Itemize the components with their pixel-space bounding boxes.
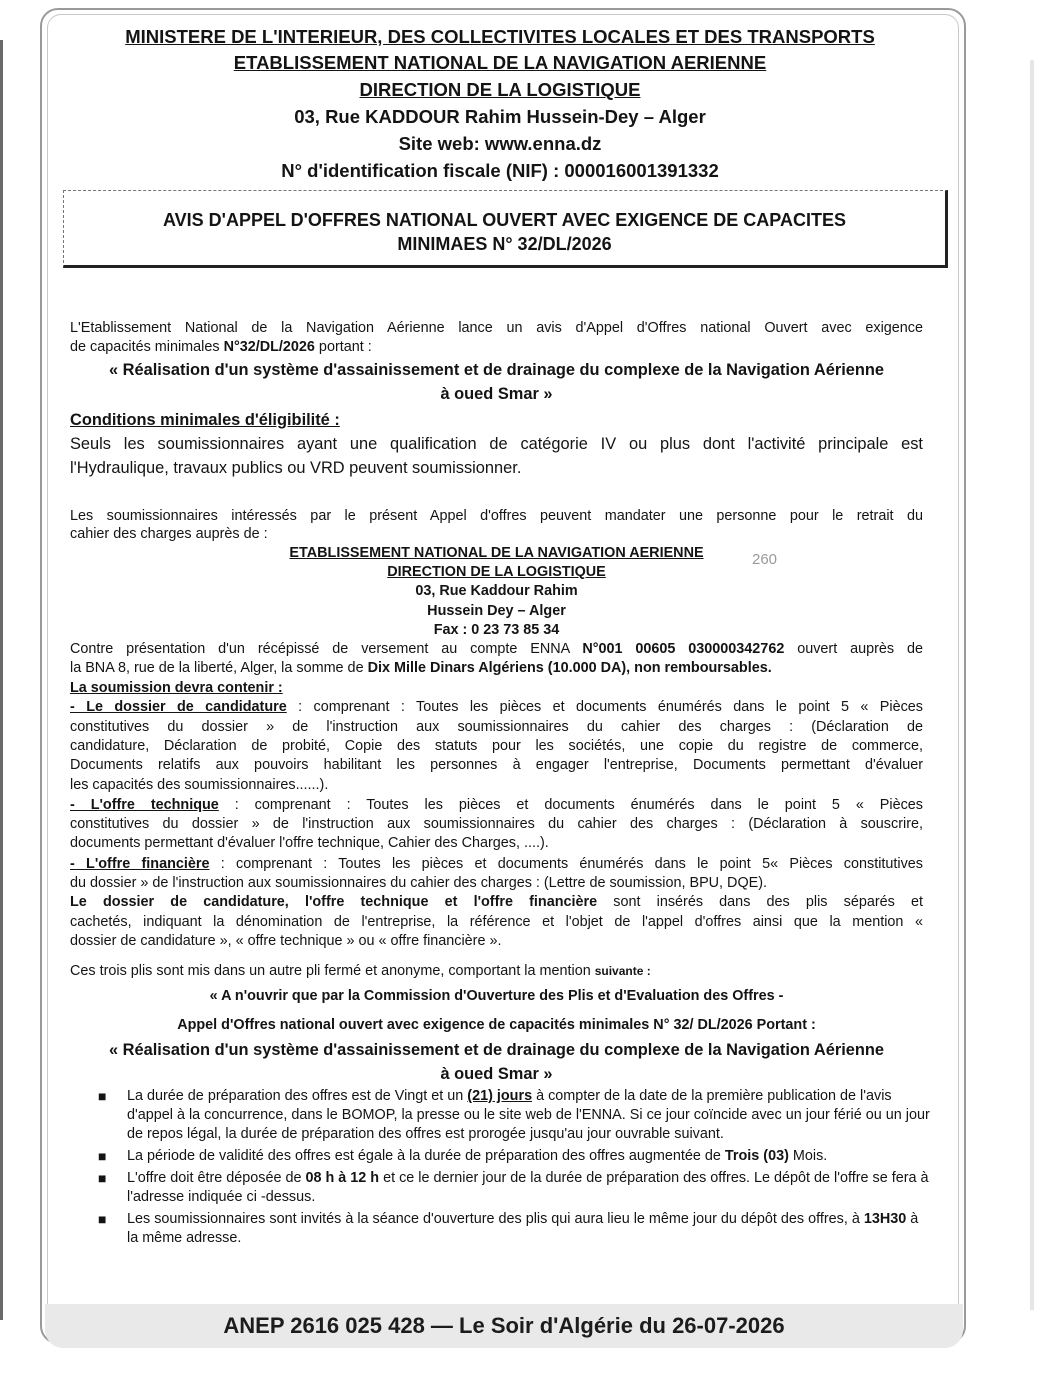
bullet-text-end: et ce le dernier jour de la durée de préparation des offres. Le dépôt de l'offre se fera à l'adresse indiquée ci -dessus. [127,1170,929,1205]
technique-line1 [70,796,923,815]
withdrawal-org: ETABLISSEMENT NATIONAL DE LA NAVIGATION AERIENNE [289,545,704,561]
withdrawal-city: Hussein Dey – Alger [427,603,566,619]
bullet-text: L'offre doit être déposée de [127,1170,306,1186]
envelope-line1 [70,962,923,981]
bullet-emphasis: 08 h à 12 h [305,1170,380,1186]
candidature-label: - Le dossier de candidature [70,699,287,715]
bullet-icon: ■ [98,1211,107,1227]
bullet-text-end: à compter de la date de la première publication de l'avis d'appel à la concurrence, dans le BOMOP, la presse ou le site web de l'ENNA. Si ce jour coïncide avec un jour férié ou un jour de repos légal, la durée de préparation des offres est prorogée jusqu'au jour ouvrable suivant. [127,1088,930,1142]
project-title-line1: « Réalisation d'un système d'assainissement et de drainage du complexe de la Navigation Aérienne [108,361,885,379]
notice-title-box [63,190,948,268]
publication-footer [45,1304,963,1348]
bullet-icon: ■ [98,1148,107,1164]
intro-line2 [70,338,923,357]
ministry-line: MINISTERE DE L'INTERIEUR, DES COLLECTIVITES LOCALES ET DES TRANSPORTS [125,26,875,47]
envelope-text-end: suivante : [594,964,651,978]
payment-amount-label: la BNA 8, rue de la liberté, Alger, la somme de [70,660,368,676]
bullet-text-end: Mois. [788,1148,828,1164]
stamp-mark: 260 [752,551,778,568]
website-line: Site web: www.enna.dz [398,133,602,154]
withdrawal-street: 03, Rue Kaddour Rahim [415,583,578,599]
intro-text: de capacités minimales [70,339,224,355]
scan-shadow [1030,60,1034,1310]
payment-line1 [70,640,923,659]
financiere-label: - L'offre financière [70,856,210,872]
payment-text-end: ouvert auprès de [784,641,923,657]
plis-text: sont insérés dans des plis séparés et [597,894,923,910]
payment-amount: Dix Mille Dinars Algériens (10.000 DA), non remboursables. [367,660,772,676]
withdrawal-direction: DIRECTION DE LA LOGISTIQUE [387,564,606,580]
candidature-line1 [70,698,923,717]
notice-title-line2: MINIMAES N° 32/DL/2026 [397,234,612,254]
candidature-line5: les capacités des soumissionnaires......). [70,777,329,793]
technique-text: : comprenant : Toutes les pièces et documents énumérés dans le point 5 « Pièces [218,797,923,813]
candidature-text: : comprenant : Toutes les pièces et documents énumérés dans le point 5 « Pièces [286,699,923,715]
list-item [70,1210,930,1248]
bullet-emphasis: (21) jours [467,1088,533,1104]
project-title-line2: à oued Smar » [440,385,553,403]
financiere-line1 [70,855,923,874]
bullet-text-end: à la même adresse. [127,1211,919,1246]
financiere-text: : comprenant : Toutes les pièces et documents énumérés dans le point 5« Pièces constitutives [209,856,923,872]
bullet-text: La durée de préparation des offres est de Vingt et un [127,1088,468,1104]
publication-reference: ANEP 2616 025 428 — Le Soir d'Algérie du 26-07-2026 [223,1313,785,1338]
candidature-line2: constitutives du dossier » de l'instruction aux soumissionnaires du cahier des charges : (Déclaration de [70,719,923,735]
eligibility-line2: l'Hydraulique, travaux publics ou VRD peuvent soumissionner. [70,459,522,477]
address-line: 03, Rue KADDOUR Rahim Hussein-Dey – Alger [294,106,706,127]
reference-number: N°32/DL/2026 [223,339,315,355]
withdrawal-line1: Les soumissionnaires intéressés par le présent Appel d'offres peuvent mandater une personne pour le retrait du [70,508,923,524]
intro-line1: L'Etablissement National de la Navigation Aérienne lance un avis d'Appel d'Offres national Ouvert avec exigence [70,320,923,336]
candidature-line3: candidature, Déclaration de probité, Copie des statuts pour les sociétés, une copie du registre de commerce, [70,738,923,754]
withdrawal-fax: Fax : 0 23 73 85 34 [433,622,560,638]
envelope-project-line1: « Réalisation d'un système d'assainissement et de drainage du complexe de la Navigation Aérienne [108,1041,885,1059]
bullet-icon: ■ [98,1088,107,1104]
list-item [70,1169,930,1207]
list-item [70,1087,930,1144]
envelope-reference: Appel d'Offres national ouvert avec exigence de capacités minimales N° 32/ DL/2026 Portant : [177,1017,816,1033]
account-number: N°001 00605 030000342762 [582,641,785,657]
conditions-list [70,1087,930,1251]
direction-line: DIRECTION DE LA LOGISTIQUE [359,79,641,100]
plis-line1 [70,893,923,912]
bullet-emphasis: 13H30 [863,1211,907,1227]
plis-line3: dossier de candidature », « offre technique » ou « offre financière ». [70,933,502,949]
candidature-line4: Documents relatifs aux pouvoirs habilitant les personnes à engager l'entreprise, Documents permettant d'évaluer [70,757,923,773]
eligibility-heading: Conditions minimales d'éligibilité : [70,411,340,429]
financiere-line2: du dossier » de l'instruction aux soumissionnaires du cahier des charges : (Lettre de soumission, BPU, DQE). [70,875,768,891]
technique-line2: constitutives du dossier » de l'instruction aux soumissionnaires du cahier des charges : (Déclaration à souscrire, [70,816,923,832]
scan-edge [0,40,3,1320]
submission-heading: La soumission devra contenir : [70,680,283,696]
plis-line2: cachetés, indiquant la dénomination de l'entreprise, la référence et l'objet de l'appel d'offres ainsi que la mention « [70,914,923,930]
bullet-emphasis: Trois (03) [724,1148,789,1164]
withdrawal-line2: cahier des charges auprès de : [70,526,268,542]
envelope-mention: « A n'ouvrir que par la Commission d'Ouverture des Plis et d'Evaluation des Offres - [209,988,784,1004]
bullet-icon: ■ [98,1170,107,1186]
technique-label: - L'offre technique [70,797,219,813]
bullet-text: Les soumissionnaires sont invités à la séance d'ouverture des plis qui aura lieu le même jour du dépôt des offres, à [127,1211,864,1227]
technique-line3: documents permettant d'évaluer l'offre technique, Cahier des Charges, ....). [70,835,549,851]
nif-line: N° d'identification fiscale (NIF) : 000016001391332 [281,160,719,181]
eligibility-line1: Seuls les soumissionnaires ayant une qualification de catégorie IV ou plus dont l'activité principale est [70,435,923,453]
payment-text: Contre présentation d'un récépissé de versement au compte ENNA [70,641,583,657]
establishment-line: ETABLISSEMENT NATIONAL DE LA NAVIGATION AERIENNE [233,52,767,73]
plis-label: Le dossier de candidature, l'offre technique et l'offre financière [70,894,598,910]
list-item [70,1147,930,1166]
bullet-text: La période de validité des offres est égale à la durée de préparation des offres augmentée de [127,1148,725,1164]
notice-title-line1: AVIS D'APPEL D'OFFRES NATIONAL OUVERT AVEC EXIGENCE DE CAPACITES [163,210,846,230]
envelope-text: Ces trois plis sont mis dans un autre pli fermé et anonyme, comportant la mention [70,963,595,979]
intro-text-end: portant : [314,339,372,355]
payment-line2 [70,659,923,678]
envelope-project-line2: à oued Smar » [440,1065,553,1083]
